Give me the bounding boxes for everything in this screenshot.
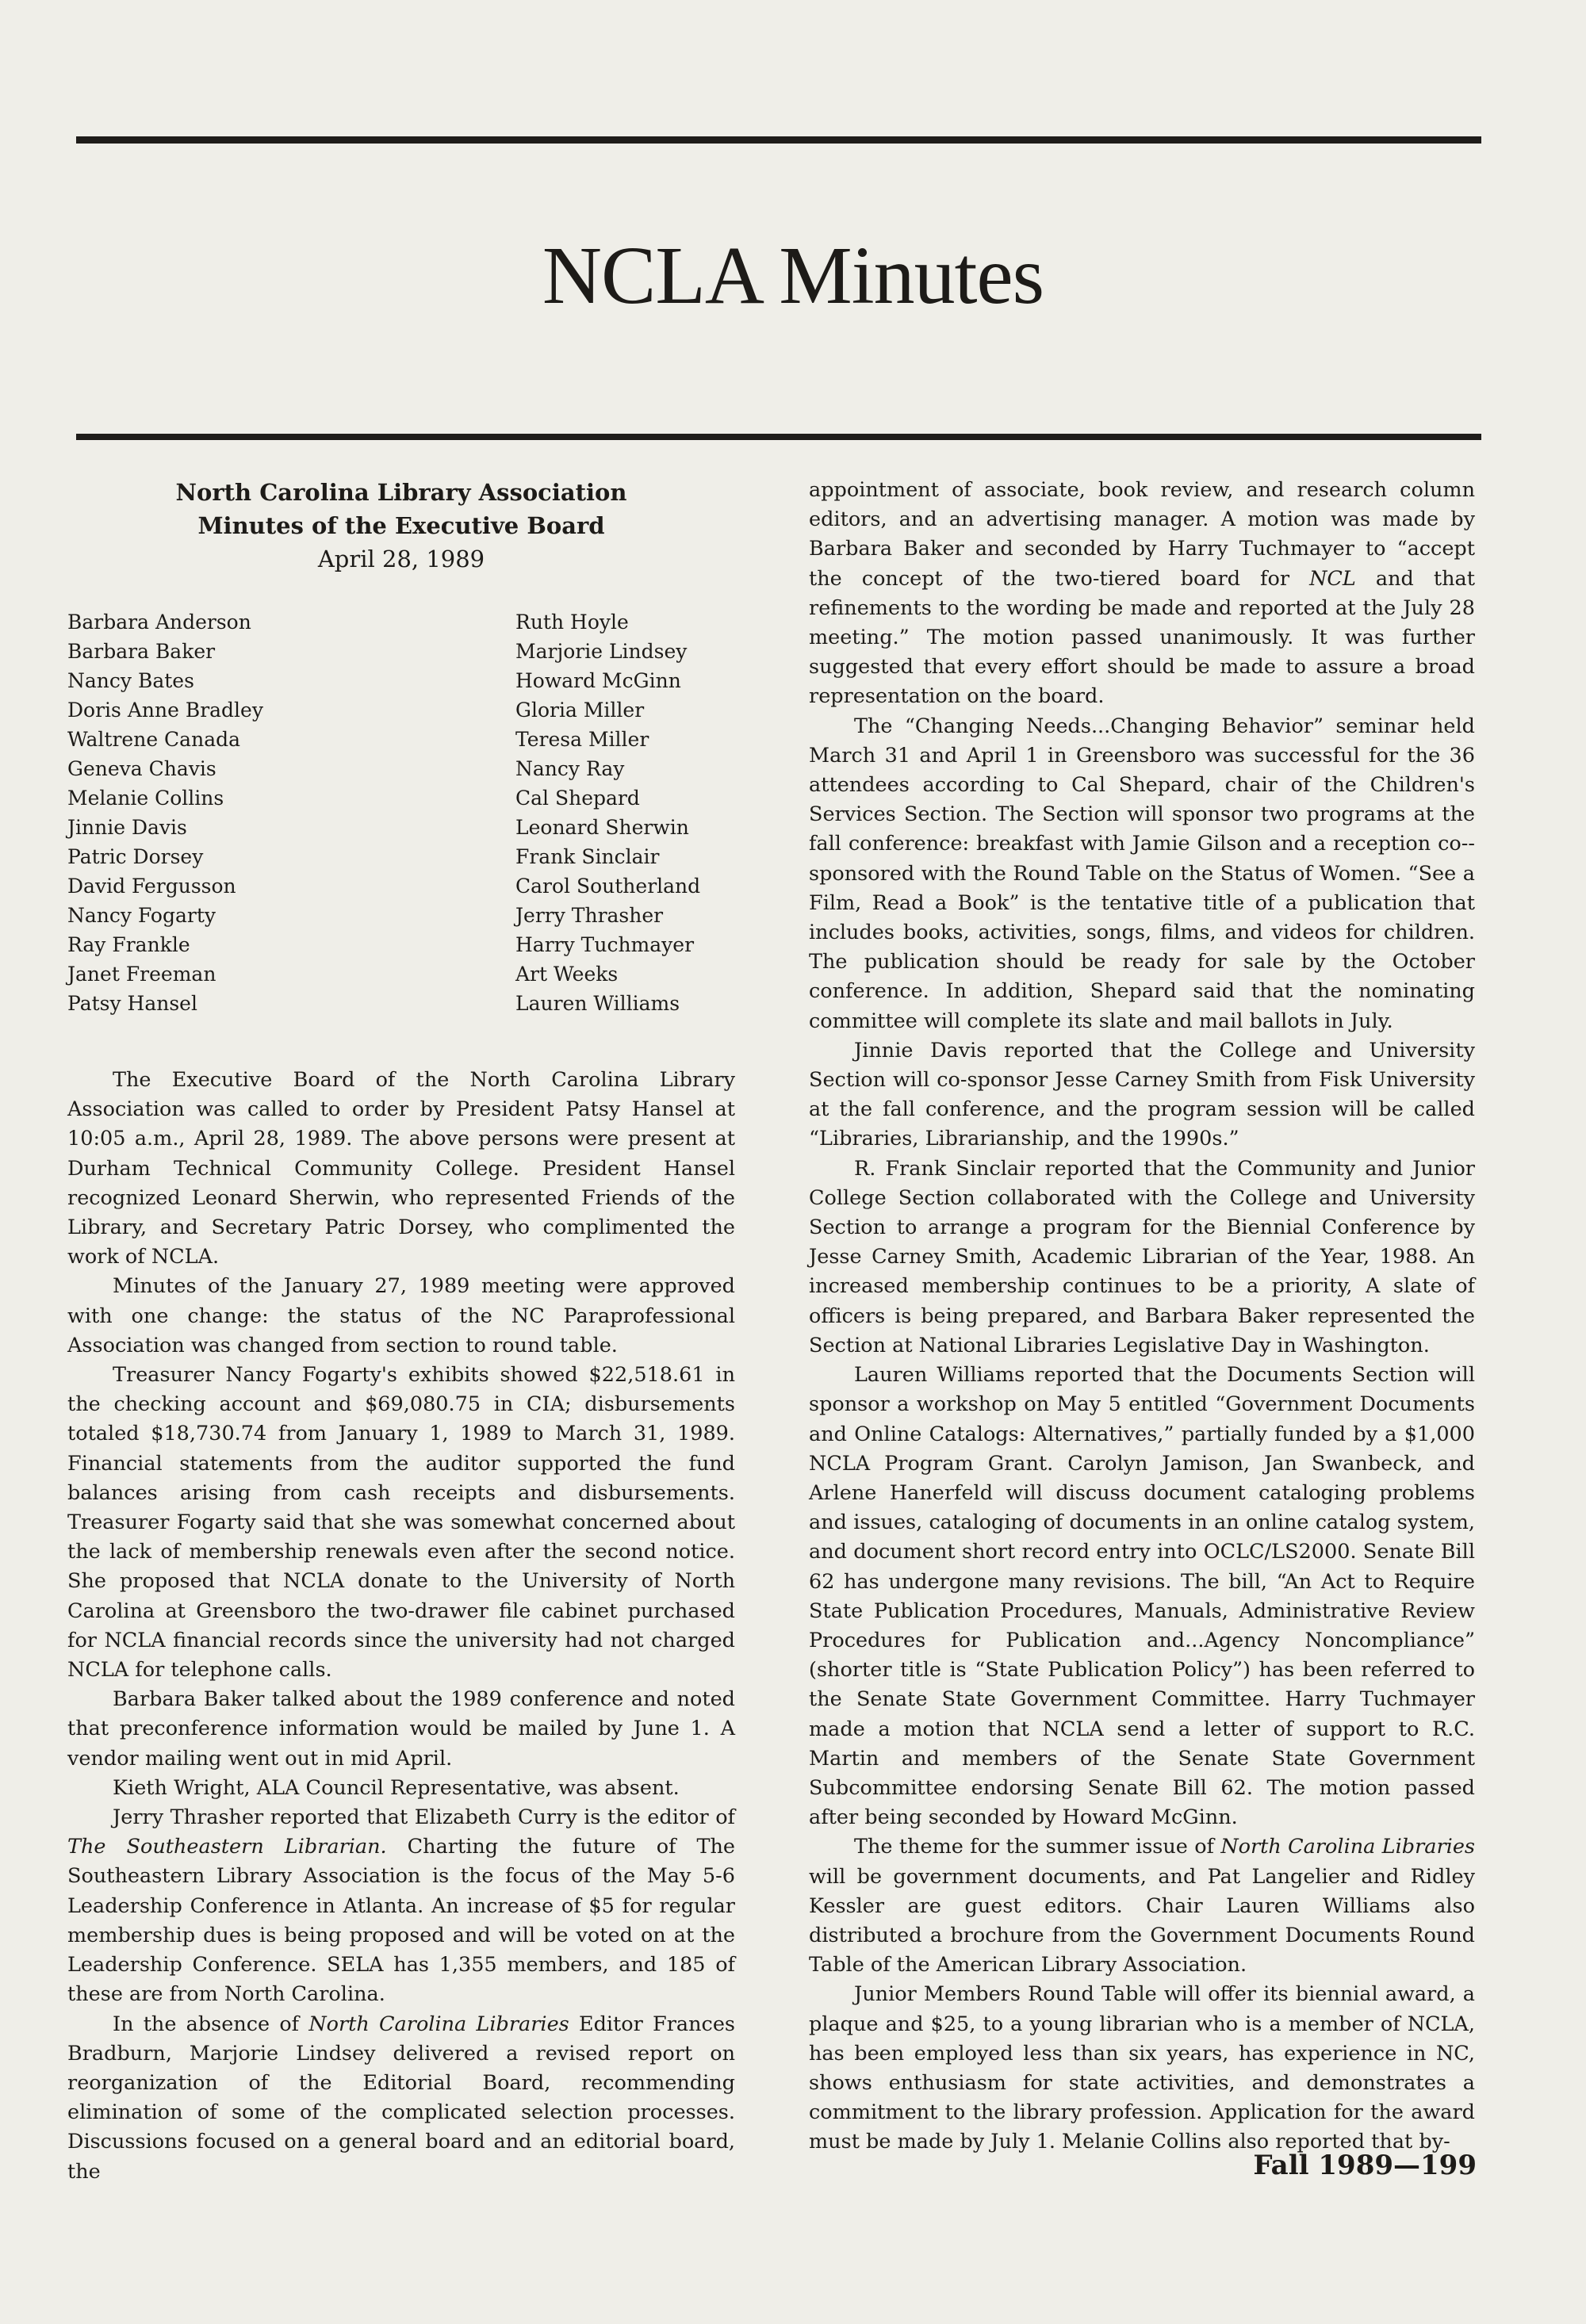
paragraph: Barbara Baker talked about the 1989 conference and noted that preconference information would be mailed by June 1. A vendor mailing went out in mid April. — [67, 1687, 735, 1771]
attendee-name: Lauren Williams — [515, 992, 680, 1015]
attendee-name: Cal Shepard — [515, 787, 640, 810]
attendee-name: Harry Tuchmayer — [515, 933, 695, 956]
paragraph: R. Frank Sinclair reported that the Community and Junior College Section collaborated with the College and University Section to arrange a program for the Biennial Conference by Jesse Carney Smith, Academic Librarian of the Year, 1988. An increased membership continues to be a priority, A slate of officers is being prepared, and Barbara Baker represented the Section at National Libraries Legislative Day in Washington. — [809, 1156, 1475, 1357]
paragraph-continued: appointment of associate, book review, and research column editors, and an advertising manager. A motion was made by Barbara Baker and seconded by Harry Tuchmayer to “accept the concept of the two-tiered board for NCL and that refinements to the wording be made and reported at the July 28 meeting.” The motion passed unanimously. It was further suggested that every effort should be made to assure a broad representation on the board. — [809, 478, 1475, 709]
attendee-name: Janet Freeman — [67, 963, 216, 986]
attendee-name: Barbara Baker — [67, 640, 216, 663]
attendee-name: Nancy Ray — [515, 757, 625, 780]
paragraph: Jerry Thrasher reported that Elizabeth Curry is the editor of The Southeastern Librarian. Charting the future of The Southeastern Library Association is the focus of the May 5-6 Leadership Conference in Atlanta. An increase of $5 for regular membership dues is being proposed and will be voted on at the Leadership Conference. SELA has 1,355 members, and 185 of these are from North Carolina. — [67, 1805, 735, 2007]
paragraph: Kieth Wright, ALA Council Representative, was absent. — [113, 1775, 680, 1800]
attendees-left — [67, 607, 515, 1018]
attendee-name: Jerry Thrasher — [515, 904, 664, 927]
paragraph: Lauren Williams reported that the Documents Section will sponsor a workshop on May 5 entitled “Government Documents and Online Catalogs: Alternatives,” partially funded by a $1,000 NCLA Program Grant. Carolyn Jamison, Jan Swanbeck, and Arlene Hanerfeld will discuss document cataloging problems and issues, cataloging of documents in an online catalog system, and document short record entry into OCLC/LS2000. Senate Bill 62 has undergone many revisions. The bill, “An Act to Require State Publication Procedures, Manuals, Administrative Review Procedures for Publication and...Agency Noncompliance” (shorter title is “State Publication Policy”) has been referred to the Senate State Government Committee. Harry Tuchmayer made a motion that NCLA send a letter of support to R.C. Martin and members of the Senate State Government Subcommittee endorsing Senate Bill 62. The motion passed after being seconded by Howard McGinn. — [809, 1363, 1475, 1830]
left-body — [67, 1066, 735, 2187]
minutes-header — [67, 476, 735, 576]
attendee-name: Barbara Anderson — [67, 611, 251, 634]
minutes-subtitle: Minutes of the Executive Board — [197, 512, 605, 539]
title-rule — [76, 434, 1481, 440]
attendee-name: Carol Southerland — [515, 875, 701, 898]
paragraph: In the absence of North Carolina Libraries Editor Frances Bradburn, Marjorie Lindsey delivered a revised report on reorganization of the Editorial Board, recommending elimination of some of the complicated selection processes. Discussions focused on a general board and an editorial board, the — [67, 2012, 735, 2184]
attendee-name: Waltrene Canada — [67, 728, 241, 751]
attendee-name: Jinnie Davis — [67, 816, 187, 839]
attendee-name: Ruth Hoyle — [515, 611, 629, 634]
paragraph: Treasurer Nancy Fogarty's exhibits showed $22,518.61 in the checking account and $69,080.75 in CIA; disbursements totaled $18,730.74 from January 1, 1989 to March 31, 1989. Financial statements from the auditor supported the fund balances arising from cash receipts and disbursements. Treasurer Fogarty said that she was somewhat concerned about the lack of membership renewals even after the second notice. She proposed that NCLA donate to the University of North Carolina at Greensboro the two-drawer file cabinet purchased for NCLA financial records since the university had not charged NCLA for telephone calls. — [67, 1363, 735, 1683]
attendee-name: Howard McGinn — [515, 669, 681, 692]
attendee-name: Ray Frankle — [67, 933, 190, 956]
association-name: North Carolina Library Association — [175, 479, 627, 506]
paragraph: Minutes of the January 27, 1989 meeting were approved with one change: the status of the NC Paraprofessional Association was changed from section to round table. — [67, 1274, 735, 1357]
paragraph: The Executive Board of the North Carolina Library Association was called to order by President Patsy Hansel at 10:05 a.m., April 28, 1989. The above persons were present at Durham Technical Community College. President Hansel recognized Leonard Sherwin, who represented Friends of the Library, and Secretary Patric Dorsey, who complimented the work of NCLA. — [67, 1068, 735, 1269]
attendee-name: Leonard Sherwin — [515, 816, 689, 839]
attendee-name: Nancy Bates — [67, 669, 194, 692]
top-rule — [76, 136, 1481, 144]
meeting-date: April 28, 1989 — [317, 546, 485, 572]
attendee-name: Frank Sinclair — [515, 845, 660, 868]
right-column — [809, 476, 1475, 2157]
attendee-name: Marjorie Lindsey — [515, 640, 688, 663]
paragraph: Junior Members Round Table will offer its biennial award, a plaque and $25, to a young librarian who is a member of NCLA, has been employed less than six years, has experience in NC, shows enthusiasm for state activities, and demonstrates a commitment to the library profession. Application for the award must be made by July 1. Melanie Collins also reported that by- — [809, 1982, 1475, 2154]
attendee-name: Geneva Chavis — [67, 757, 216, 780]
right-body — [809, 476, 1475, 2157]
attendee-name: Art Weeks — [515, 963, 619, 986]
paragraph: Jinnie Davis reported that the College and University Section will co-sponsor Jesse Carney Smith from Fisk University at the fall conference, and the program session will be called “Libraries, Librarianship, and the 1990s.” — [809, 1038, 1475, 1151]
attendee-name: Patsy Hansel — [67, 992, 197, 1015]
attendee-list — [67, 607, 735, 1018]
left-column — [67, 476, 735, 2187]
attendees-right — [515, 607, 700, 1018]
attendee-name: Melanie Collins — [67, 787, 224, 810]
attendee-name: Patric Dorsey — [67, 845, 204, 868]
attendee-name: David Fergusson — [67, 875, 236, 898]
page-title: NCLA Minutes — [542, 230, 1044, 321]
paragraph: The “Changing Needs...Changing Behavior” seminar held March 31 and April 1 in Greensboro was successful for the 36 attendees according to Cal Shepard, chair of the Children's Services Section. The Section will sponsor two programs at the fall conference: breakfast with Jamie Gilson and a reception co--sponsored with the Round Table on the Status of Women. “See a Film, Read a Book” is the tentative title of a publication that includes books, activities, songs, films, and videos for children. The publication should be ready for sale by the October conference. In addition, Shepard said that the nominating committee will complete its slate and mail ballots in July. — [809, 714, 1475, 1033]
attendee-name: Gloria Miller — [515, 699, 645, 722]
paragraph: The theme for the summer issue of North Carolina Libraries will be government documents, and Pat Langelier and Ridley Kessler are guest editors. Chair Lauren Williams also distributed a brochure from the Government Documents Round Table of the American Library Association. — [809, 1835, 1475, 1978]
attendee-name: Nancy Fogarty — [67, 904, 216, 927]
page-folio: Fall 1989—199 — [1253, 2150, 1477, 2181]
attendee-name: Doris Anne Bradley — [67, 699, 263, 722]
attendee-name: Teresa Miller — [515, 728, 649, 751]
